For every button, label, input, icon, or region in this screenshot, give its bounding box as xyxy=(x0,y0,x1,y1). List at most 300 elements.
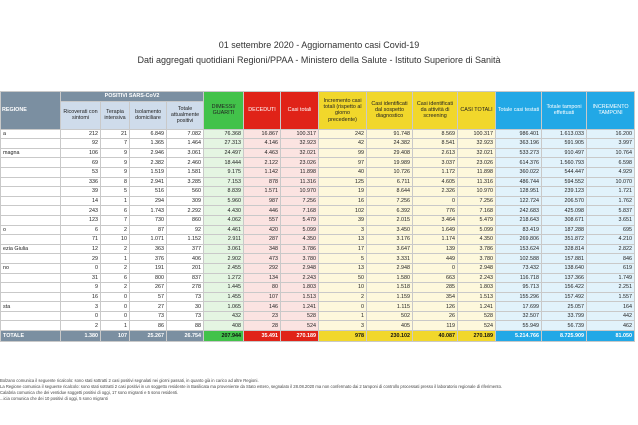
table-row xyxy=(1,196,635,206)
col-header-dimessi: DIMESSI/ GUARITI xyxy=(204,92,244,130)
value-cell: 97 xyxy=(319,158,367,168)
region-cell: ezia Giulia xyxy=(1,244,61,254)
value-cell: 1 xyxy=(101,254,130,264)
table-row xyxy=(1,292,635,302)
value-cell: 2.015 xyxy=(367,215,413,225)
value-cell: 1.464 xyxy=(167,139,204,149)
value-cell: 528 xyxy=(458,311,496,321)
col-header-terapia-intensiva: Terapia intensiva xyxy=(101,101,130,129)
value-cell: 10.970 xyxy=(281,187,319,197)
col-header-ricoverati: Ricoverati con sintomi xyxy=(61,101,101,129)
value-cell: 4.463 xyxy=(244,148,281,158)
value-cell: 9 xyxy=(101,167,130,177)
value-cell: 2.382 xyxy=(130,158,167,168)
value-cell: 9 xyxy=(101,148,130,158)
value-cell: 157.881 xyxy=(542,254,587,264)
value-cell: 0 xyxy=(101,311,130,321)
value-cell: 95.713 xyxy=(496,283,542,293)
value-cell: 9 xyxy=(101,158,130,168)
value-cell: 7.256 xyxy=(367,196,413,206)
value-cell: 100.317 xyxy=(281,129,319,139)
value-cell: 1.518 xyxy=(367,283,413,293)
value-cell: 7.168 xyxy=(458,206,496,216)
value-cell: 12 xyxy=(61,244,101,254)
value-cell: 1.365 xyxy=(130,139,167,149)
value-cell: 2.455 xyxy=(204,263,244,273)
value-cell: 57 xyxy=(130,292,167,302)
value-cell: 425.098 xyxy=(542,206,587,216)
col-header-screening: Casi identificati da attività di screening xyxy=(413,92,458,130)
value-cell: 363 xyxy=(130,244,167,254)
value-cell: 155.296 xyxy=(496,292,542,302)
value-cell: 1.649 xyxy=(413,225,458,235)
value-cell: 26 xyxy=(413,311,458,321)
value-cell: 2.251 xyxy=(587,283,635,293)
value-cell: 619 xyxy=(587,263,635,273)
value-cell: 6.598 xyxy=(587,158,635,168)
value-cell: 2.948 xyxy=(367,263,413,273)
value-cell: 432 xyxy=(204,311,244,321)
value-cell: 107 xyxy=(244,292,281,302)
value-cell: 0 xyxy=(101,292,130,302)
value-cell: 91.748 xyxy=(367,129,413,139)
value-cell: 11.316 xyxy=(281,177,319,187)
value-cell: 1.065 xyxy=(204,302,244,312)
value-cell: 3.786 xyxy=(281,244,319,254)
table-row xyxy=(1,148,635,158)
value-cell: 408 xyxy=(204,321,244,331)
region-cell xyxy=(1,292,61,302)
col-header-incremento-tamponi: INCREMENTO TAMPONI xyxy=(587,92,635,130)
value-cell: 88 xyxy=(167,321,204,331)
value-cell: 351.872 xyxy=(542,235,587,245)
value-cell: 878 xyxy=(244,177,281,187)
value-cell: 5 xyxy=(101,187,130,197)
value-cell: 14 xyxy=(61,196,101,206)
value-cell: 9.175 xyxy=(204,167,244,177)
value-cell: 2 xyxy=(101,263,130,273)
value-cell: 212 xyxy=(61,129,101,139)
value-cell: 533.273 xyxy=(496,148,542,158)
value-cell: 1.142 xyxy=(244,167,281,177)
total-value: 26.754 xyxy=(167,331,204,342)
group-header-row xyxy=(1,92,635,102)
value-cell: 157.492 xyxy=(542,292,587,302)
value-cell: 10.970 xyxy=(458,187,496,197)
total-row xyxy=(1,331,635,342)
value-cell: 486.744 xyxy=(496,177,542,187)
footnote: ...icia comunica che dei 10 positivi di oggi, 5 sono migranti xyxy=(0,396,108,401)
value-cell: 1.174 xyxy=(413,235,458,245)
value-cell: 10.726 xyxy=(367,167,413,177)
table-row xyxy=(1,254,635,264)
value-cell: 1.115 xyxy=(367,302,413,312)
value-cell: 267 xyxy=(130,283,167,293)
value-cell: 524 xyxy=(281,321,319,331)
value-cell: 860 xyxy=(167,215,204,225)
value-cell: 16 xyxy=(61,292,101,302)
footnote: Bolzano comunica il seguente ricalcolo: sono stati sottratti 2 casi positivi segnalati nei giorni passati, in quanto già in carico ad altre Regioni. xyxy=(0,378,259,383)
value-cell: 348 xyxy=(244,244,281,254)
value-cell: 4.605 xyxy=(413,177,458,187)
value-cell: 156.422 xyxy=(542,283,587,293)
value-cell: 18.444 xyxy=(204,158,244,168)
value-cell: 3 xyxy=(319,321,367,331)
value-cell: 846 xyxy=(587,254,635,264)
value-cell: 24.382 xyxy=(367,139,413,149)
value-cell: 776 xyxy=(413,206,458,216)
value-cell: 3.651 xyxy=(587,215,635,225)
value-cell: 2.911 xyxy=(204,235,244,245)
value-cell: 187.288 xyxy=(542,225,587,235)
total-value: 25.267 xyxy=(130,331,167,342)
table-row xyxy=(1,302,635,312)
value-cell: 1.580 xyxy=(367,273,413,283)
value-cell: 1.272 xyxy=(204,273,244,283)
footnote: La Regione comunica il seguente ricalcolo: sono stati sottratti 2 casi positivi in un soggetto residente in Basilicata ma proveniente da Stato estero, segnalato il 28.08.2020 ma non confermato dai 2 tamponi di controllo processati presso il laboratorio regionale di riferimento. xyxy=(0,384,503,389)
region-cell xyxy=(1,321,61,331)
table-row xyxy=(1,187,635,197)
value-cell: 123 xyxy=(61,215,101,225)
value-cell: 3.061 xyxy=(204,244,244,254)
value-cell: 3.647 xyxy=(367,244,413,254)
value-cell: 1 xyxy=(101,321,130,331)
value-cell: 134 xyxy=(244,273,281,283)
value-cell: 5.479 xyxy=(458,215,496,225)
value-cell: 269.806 xyxy=(496,235,542,245)
value-cell: 4.062 xyxy=(204,215,244,225)
table-row xyxy=(1,225,635,235)
value-cell: 420 xyxy=(244,225,281,235)
value-cell: 2.948 xyxy=(281,263,319,273)
value-cell: 27.313 xyxy=(204,139,244,149)
value-cell: 125 xyxy=(319,177,367,187)
value-cell: 544.447 xyxy=(542,167,587,177)
region-cell xyxy=(1,273,61,283)
value-cell: 7.168 xyxy=(281,206,319,216)
region-cell: o xyxy=(1,225,61,235)
value-cell: 516 xyxy=(130,187,167,197)
value-cell: 2.243 xyxy=(281,273,319,283)
value-cell: 11.316 xyxy=(458,177,496,187)
value-cell: 4.430 xyxy=(204,206,244,216)
value-cell: 242.683 xyxy=(496,206,542,216)
value-cell: 19.989 xyxy=(367,158,413,168)
table-row xyxy=(1,177,635,187)
value-cell: 8.839 xyxy=(204,187,244,197)
value-cell: 10 xyxy=(101,235,130,245)
total-value: 207.944 xyxy=(204,331,244,342)
region-cell xyxy=(1,235,61,245)
col-header-casi-totali: Casi totali xyxy=(281,92,319,130)
value-cell: 139 xyxy=(413,244,458,254)
value-cell: 3.997 xyxy=(587,139,635,149)
value-cell: 8.644 xyxy=(367,187,413,197)
value-cell: 80 xyxy=(244,283,281,293)
value-cell: 23.026 xyxy=(281,158,319,168)
value-cell: 9 xyxy=(61,283,101,293)
region-cell xyxy=(1,167,61,177)
value-cell: 206.570 xyxy=(542,196,587,206)
value-cell: 2.902 xyxy=(204,254,244,264)
value-cell: 2.946 xyxy=(130,148,167,158)
value-cell: 116.718 xyxy=(496,273,542,283)
value-cell: 1.803 xyxy=(458,283,496,293)
value-cell: 354 xyxy=(413,292,458,302)
table-row xyxy=(1,139,635,149)
value-cell: 239.123 xyxy=(542,187,587,197)
value-cell: 5.479 xyxy=(281,215,319,225)
value-cell: 1.172 xyxy=(413,167,458,177)
region-cell xyxy=(1,283,61,293)
value-cell: 0 xyxy=(61,263,101,273)
value-cell: 0 xyxy=(413,263,458,273)
value-cell: 376 xyxy=(130,254,167,264)
value-cell: 2 xyxy=(319,292,367,302)
value-cell: 11.898 xyxy=(281,167,319,177)
value-cell: 3.780 xyxy=(458,254,496,264)
region-cell xyxy=(1,187,61,197)
value-cell: 4.146 xyxy=(244,139,281,149)
table-row xyxy=(1,244,635,254)
region-cell: a xyxy=(1,129,61,139)
value-cell: 102 xyxy=(319,206,367,216)
table-row xyxy=(1,273,635,283)
value-cell: 278 xyxy=(167,283,204,293)
region-cell: sta xyxy=(1,302,61,312)
value-cell: 285 xyxy=(413,283,458,293)
value-cell: 663 xyxy=(413,273,458,283)
value-cell: 3 xyxy=(319,225,367,235)
value-cell: 1.581 xyxy=(167,167,204,177)
value-cell: 1.071 xyxy=(130,235,167,245)
value-cell: 137.366 xyxy=(542,273,587,283)
value-cell: 218.643 xyxy=(496,215,542,225)
value-cell: 69 xyxy=(61,158,101,168)
value-cell: 837 xyxy=(167,273,204,283)
value-cell: 1.445 xyxy=(204,283,244,293)
value-cell: 1.721 xyxy=(587,187,635,197)
value-cell: 7 xyxy=(101,215,130,225)
value-cell: 987 xyxy=(244,196,281,206)
value-cell: 73 xyxy=(167,311,204,321)
value-cell: 328.814 xyxy=(542,244,587,254)
value-cell: 800 xyxy=(130,273,167,283)
value-cell: 100.317 xyxy=(458,129,496,139)
value-cell: 106 xyxy=(61,148,101,158)
region-cell: no xyxy=(1,263,61,273)
value-cell: 3.450 xyxy=(367,225,413,235)
value-cell: 242 xyxy=(319,129,367,139)
col-header-tamponi: Totale tamponi effettuati xyxy=(542,92,587,130)
value-cell: 55.949 xyxy=(496,321,542,331)
value-cell: 4.929 xyxy=(587,167,635,177)
value-cell: 446 xyxy=(244,206,281,216)
value-cell: 7 xyxy=(101,139,130,149)
value-cell: 1.803 xyxy=(281,283,319,293)
value-cell: 5 xyxy=(319,254,367,264)
value-cell: 1 xyxy=(101,196,130,206)
value-cell: 8 xyxy=(101,177,130,187)
value-cell: 910.497 xyxy=(542,148,587,158)
value-cell: 6 xyxy=(101,206,130,216)
value-cell: 6.392 xyxy=(367,206,413,216)
value-cell: 5.837 xyxy=(587,206,635,216)
value-cell: 528 xyxy=(281,311,319,321)
value-cell: 502 xyxy=(367,311,413,321)
value-cell: 40 xyxy=(319,167,367,177)
value-cell: 524 xyxy=(458,321,496,331)
value-cell: 10.070 xyxy=(587,177,635,187)
region-cell: magna xyxy=(1,148,61,158)
total-value: 5.214.766 xyxy=(496,331,542,342)
value-cell: 2.326 xyxy=(413,187,458,197)
value-cell: 243 xyxy=(61,206,101,216)
value-cell: 28 xyxy=(244,321,281,331)
value-cell: 1.571 xyxy=(244,187,281,197)
value-cell: 3.176 xyxy=(367,235,413,245)
value-cell: 442 xyxy=(587,311,635,321)
total-value: 230.102 xyxy=(367,331,413,342)
value-cell: 50 xyxy=(319,273,367,283)
value-cell: 3.061 xyxy=(167,148,204,158)
value-cell: 201 xyxy=(167,263,204,273)
value-cell: 1.749 xyxy=(587,273,635,283)
value-cell: 560 xyxy=(167,187,204,197)
report-title: 01 settembre 2020 - Aggiornamento casi Covid-19 xyxy=(218,40,420,50)
value-cell: 1.557 xyxy=(587,292,635,302)
value-cell: 0 xyxy=(319,302,367,312)
value-cell: 336 xyxy=(61,177,101,187)
value-cell: 87 xyxy=(130,225,167,235)
value-cell: 29.408 xyxy=(367,148,413,158)
value-cell: 16.200 xyxy=(587,129,635,139)
value-cell: 2 xyxy=(61,321,101,331)
value-cell: 102.588 xyxy=(496,254,542,264)
value-cell: 7.256 xyxy=(458,196,496,206)
total-value: 81.050 xyxy=(587,331,635,342)
value-cell: 7.256 xyxy=(281,196,319,206)
region-cell xyxy=(1,196,61,206)
value-cell: 695 xyxy=(587,225,635,235)
value-cell: 32.507 xyxy=(496,311,542,321)
value-cell: 56.739 xyxy=(542,321,587,331)
region-cell xyxy=(1,139,61,149)
value-cell: 13 xyxy=(319,263,367,273)
value-cell: 92 xyxy=(61,139,101,149)
value-cell: 0 xyxy=(101,302,130,312)
group-header-positivi: POSITIVI SARS-CoV2 xyxy=(61,92,204,102)
value-cell: 25.057 xyxy=(542,302,587,312)
table-row xyxy=(1,321,635,331)
value-cell: 138.640 xyxy=(542,263,587,273)
value-cell: 33.799 xyxy=(542,311,587,321)
value-cell: 2.122 xyxy=(244,158,281,168)
value-cell: 128.951 xyxy=(496,187,542,197)
value-cell: 0 xyxy=(61,311,101,321)
value-cell: 3.037 xyxy=(413,158,458,168)
value-cell: 21 xyxy=(101,129,130,139)
value-cell: 6.711 xyxy=(367,177,413,187)
value-cell: 73 xyxy=(130,311,167,321)
value-cell: 5.960 xyxy=(204,196,244,206)
value-cell: 3 xyxy=(61,302,101,312)
value-cell: 4.461 xyxy=(204,225,244,235)
region-cell xyxy=(1,206,61,216)
value-cell: 309 xyxy=(167,196,204,206)
value-cell: 11.898 xyxy=(458,167,496,177)
total-value: 270.189 xyxy=(281,331,319,342)
table-row xyxy=(1,283,635,293)
table-row xyxy=(1,158,635,168)
col-header-regione: REGIONE xyxy=(1,92,61,130)
total-value: 270.189 xyxy=(458,331,496,342)
value-cell: 2.460 xyxy=(167,158,204,168)
value-cell: 3.786 xyxy=(458,244,496,254)
value-cell: 86 xyxy=(130,321,167,331)
value-cell: 308.671 xyxy=(542,215,587,225)
total-label: TOTALE xyxy=(1,331,61,342)
col-header-isolamento: Isolamento domiciliare xyxy=(130,101,167,129)
total-value: 1.380 xyxy=(61,331,101,342)
value-cell: 4.350 xyxy=(281,235,319,245)
value-cell: 1.762 xyxy=(587,196,635,206)
table-row xyxy=(1,206,635,216)
col-header-casi-testati: Totale casi testati xyxy=(496,92,542,130)
total-value: 35.491 xyxy=(244,331,281,342)
value-cell: 24.497 xyxy=(204,148,244,158)
covid-data-table xyxy=(0,91,635,342)
region-cell xyxy=(1,311,61,321)
value-cell: 191 xyxy=(130,263,167,273)
col-header-sospetto-diagnostico: Casi identificati dal sospetto diagnostico xyxy=(367,92,413,130)
value-cell: 16 xyxy=(319,196,367,206)
value-cell: 119 xyxy=(413,321,458,331)
value-cell: 13 xyxy=(319,235,367,245)
value-cell: 2.948 xyxy=(458,263,496,273)
value-cell: 2.243 xyxy=(458,273,496,283)
value-cell: 1.241 xyxy=(281,302,319,312)
value-cell: 3.331 xyxy=(367,254,413,264)
value-cell: 406 xyxy=(167,254,204,264)
value-cell: 5.099 xyxy=(458,225,496,235)
value-cell: 39 xyxy=(61,187,101,197)
value-cell: 591.905 xyxy=(542,139,587,149)
value-cell: 557 xyxy=(244,215,281,225)
value-cell: 2.941 xyxy=(130,177,167,187)
value-cell: 7.082 xyxy=(167,129,204,139)
value-cell: 2 xyxy=(101,225,130,235)
value-cell: 1.743 xyxy=(130,206,167,216)
table-row xyxy=(1,311,635,321)
value-cell: 8.569 xyxy=(413,129,458,139)
value-cell: 462 xyxy=(587,321,635,331)
value-cell: 16.867 xyxy=(244,129,281,139)
value-cell: 473 xyxy=(244,254,281,264)
region-cell xyxy=(1,158,61,168)
table-row xyxy=(1,215,635,225)
value-cell: 32.923 xyxy=(458,139,496,149)
value-cell: 6.849 xyxy=(130,129,167,139)
value-cell: 986.401 xyxy=(496,129,542,139)
table-body xyxy=(1,129,635,341)
value-cell: 42 xyxy=(319,139,367,149)
value-cell: 23 xyxy=(244,311,281,321)
value-cell: 31 xyxy=(61,273,101,283)
value-cell: 126 xyxy=(413,302,458,312)
region-cell xyxy=(1,215,61,225)
value-cell: 10 xyxy=(319,283,367,293)
